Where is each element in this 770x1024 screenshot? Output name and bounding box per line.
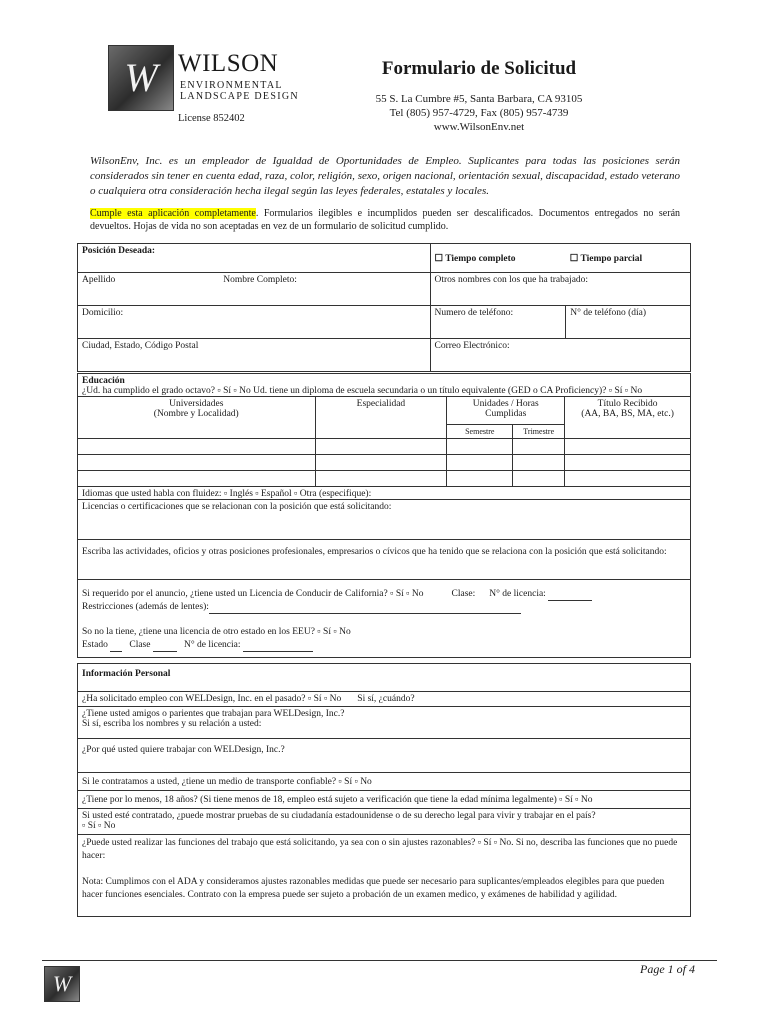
brand-line1: ENVIRONMENTAL bbox=[180, 80, 283, 91]
license-number-blank[interactable] bbox=[548, 600, 592, 601]
phone-line: Tel (805) 957-4729, Fax (805) 957-4739 bbox=[389, 107, 569, 119]
friends-names-text: Si sí, escriba los nombres y su relación a usted: bbox=[82, 719, 262, 729]
activities-field[interactable]: Escriba las actividades, oficios y otras posiciones profesionales, empresarios o cívicos que ha tenido que se relaciona con la posición que está solicitando: bbox=[78, 540, 691, 580]
col-universities-sub: (Nombre y Localidad) bbox=[153, 409, 239, 419]
license-number-label-2: N° de licencia: bbox=[183, 640, 241, 650]
brand-name: WILSON bbox=[178, 50, 279, 77]
col-quarter: Trimestre bbox=[513, 425, 565, 439]
other-names-field[interactable]: Otros nombres con los que ha trabajado: bbox=[430, 273, 691, 306]
education-question[interactable]: ¿Ud. ha cumplido el grado octavo? ▫ Sí ▫ No Ud. tiene un diploma de escuela secundaria o un título equivalente (GED o CA Proficiency)? ▫ Sí ▫ No bbox=[82, 386, 643, 396]
page-number: Page 1 of 4 bbox=[640, 962, 695, 976]
highlighted-instruction: Cumple esta aplicación completamente bbox=[90, 208, 256, 219]
col-universities-label: Universidades bbox=[169, 399, 224, 409]
company-address-block bbox=[300, 92, 658, 134]
licenses-field[interactable]: Licencias o certificaciones que se relacionan con la posición que está solicitando: bbox=[78, 500, 691, 540]
instructions-note bbox=[90, 207, 680, 233]
personal-info-title: Información Personal bbox=[78, 664, 691, 692]
education-row[interactable] bbox=[78, 471, 691, 487]
website-line: www.WilsonEnv.net bbox=[433, 121, 525, 133]
friends-text: ¿Tiene usted amigos o parientes que trabajan para WELDesign, Inc.? bbox=[82, 709, 345, 719]
other-state-question[interactable]: So no la tiene, ¿tiene una licencia de otro estado en los EEU? ▫ Sí ▫ No bbox=[82, 627, 351, 637]
state-label: Estado bbox=[82, 640, 108, 650]
ada-note: Nota: Cumplimos con el ADA y consideramos ajustes razonables medidas que puede ser necesario para suplicantes/empleados elegibles para que pueden hacer funciones esenciales. Contrato con la empresa puede ser sujeto a probación de un examen medico, y exámenes de habilidad y agilidad. bbox=[82, 877, 665, 900]
full-name-label: Nombre Completo: bbox=[223, 275, 297, 285]
wilson-logo-icon: W bbox=[108, 45, 174, 111]
applied-when-text: Si sí, ¿cuándo? bbox=[357, 694, 415, 704]
last-name-label: Apellido bbox=[82, 275, 116, 285]
license-number-label: N° de licencia: bbox=[489, 589, 546, 599]
col-universities bbox=[78, 397, 316, 439]
restrictions-blank[interactable] bbox=[209, 613, 521, 614]
class-label-2: Clase bbox=[129, 640, 151, 650]
col-units: Unidades / Horas Cumplidas bbox=[447, 397, 565, 425]
education-row[interactable] bbox=[78, 439, 691, 455]
position-desired-field[interactable]: Posición Deseada: bbox=[78, 244, 431, 273]
full-time-checkbox[interactable]: ☐ Tiempo completo bbox=[430, 244, 566, 273]
phone-field[interactable]: Numero de teléfono: bbox=[430, 306, 566, 339]
languages-field[interactable]: Idiomas que usted habla con fluidez: ▫ Inglés ▫ Español ▫ Otra (especifique): bbox=[78, 487, 691, 500]
personal-info-table bbox=[77, 663, 691, 917]
part-time-checkbox[interactable]: ☐ Tiempo parcial bbox=[566, 244, 691, 273]
city-state-zip-field[interactable]: Ciudad, Estado, Código Postal bbox=[78, 339, 431, 372]
form-title: Formulario de Solicitud bbox=[381, 58, 577, 79]
email-field[interactable]: Correo Electrónico: bbox=[430, 339, 691, 372]
education-title: Educación bbox=[82, 376, 125, 386]
license-number-blank-2[interactable] bbox=[243, 651, 313, 652]
education-row[interactable] bbox=[78, 455, 691, 471]
col-degree bbox=[565, 397, 691, 439]
functions-text: ¿Puede usted realizar las funciones del trabajo que está solicitando, ya sea con o sin ajustes razonables? ▫ Sí ▫ No. Si no, describa las funciones que no puede hacer: bbox=[82, 838, 678, 861]
friends-question[interactable] bbox=[78, 707, 691, 739]
address-field[interactable]: Domicilio: bbox=[78, 306, 431, 339]
address-line: 55 S. La Cumbre #5, Santa Barbara, CA 93105 bbox=[375, 93, 583, 105]
why-question[interactable]: ¿Por qué usted quiere trabajar con WELDesign, Inc.? bbox=[78, 739, 691, 773]
footer-rule bbox=[42, 960, 717, 961]
driver-license-question[interactable]: Si requerido por el anuncio, ¿tiene usted un Licencia de Conducir de California? ▫ Sí ▫ No bbox=[82, 589, 424, 599]
applicant-info-table bbox=[77, 243, 691, 372]
license-number: License 852402 bbox=[178, 113, 245, 124]
citizen-options: ▫ Sí ▫ No bbox=[82, 821, 116, 831]
transport-question[interactable]: Si le contratamos a usted, ¿tiene un medio de transporte confiable? ▫ Sí ▫ No bbox=[78, 773, 691, 791]
name-field[interactable] bbox=[78, 273, 431, 306]
class-blank[interactable] bbox=[153, 651, 177, 652]
brand-subtitle bbox=[180, 80, 299, 102]
eeo-statement: WilsonEnv, Inc. es un empleador de Igualdad de Oportunidades de Empleo. Suplicantes para todas las posiciones serán considerados sin tener en cuenta edad, raza, color, religión, sexo, origen nacional, orientación sexual, discapacidad, estado veterano o cualquiera otra consideración hecha ilegal según las leyes federales, estatales y locales. bbox=[90, 155, 680, 197]
restrictions-label: Restricciones (además de lentes): bbox=[82, 602, 209, 612]
functions-question[interactable] bbox=[78, 835, 691, 917]
driver-license-block bbox=[78, 580, 691, 658]
citizen-question[interactable] bbox=[78, 809, 691, 835]
col-semester: Semestre bbox=[447, 425, 513, 439]
applied-before-question[interactable] bbox=[78, 692, 691, 707]
age-question[interactable]: ¿Tiene por lo menos, 18 años? (Si tiene menos de 18, empleo está sujeto a verificación que tiene la edad mínima legalmente) ▫ Sí ▫ No bbox=[78, 791, 691, 809]
citizen-text: Si usted esté contratado, ¿puede mostrar pruebas de su ciudadanía estadounidense o de su derecho legal para vivir y trabajar en el país? bbox=[82, 811, 596, 821]
col-degree-label: Título Recibido bbox=[597, 399, 658, 409]
brand-line2: LANDSCAPE DESIGN bbox=[180, 91, 299, 102]
instruction-rest: . Formularios ilegibles e incumplidos pueden ser descalificados. Documentos entregados no serán devueltos. Hojas de vida no son aceptadas en vez de un formulario de solicitud cumplido. bbox=[90, 208, 681, 232]
day-phone-field[interactable]: N° de teléfono (día) bbox=[566, 306, 691, 339]
state-blank[interactable] bbox=[110, 651, 122, 652]
col-degree-sub: (AA, BA, BS, MA, etc.) bbox=[581, 409, 674, 419]
applied-before-text: ¿Ha solicitado empleo con WELDesign, Inc. en el pasado? ▫ Sí ▫ No bbox=[82, 694, 342, 704]
col-specialty: Especialidad bbox=[315, 397, 447, 439]
education-table bbox=[77, 373, 691, 658]
class-label: Clase: bbox=[451, 589, 476, 599]
leaf-w-logo-icon: W bbox=[44, 966, 80, 1002]
